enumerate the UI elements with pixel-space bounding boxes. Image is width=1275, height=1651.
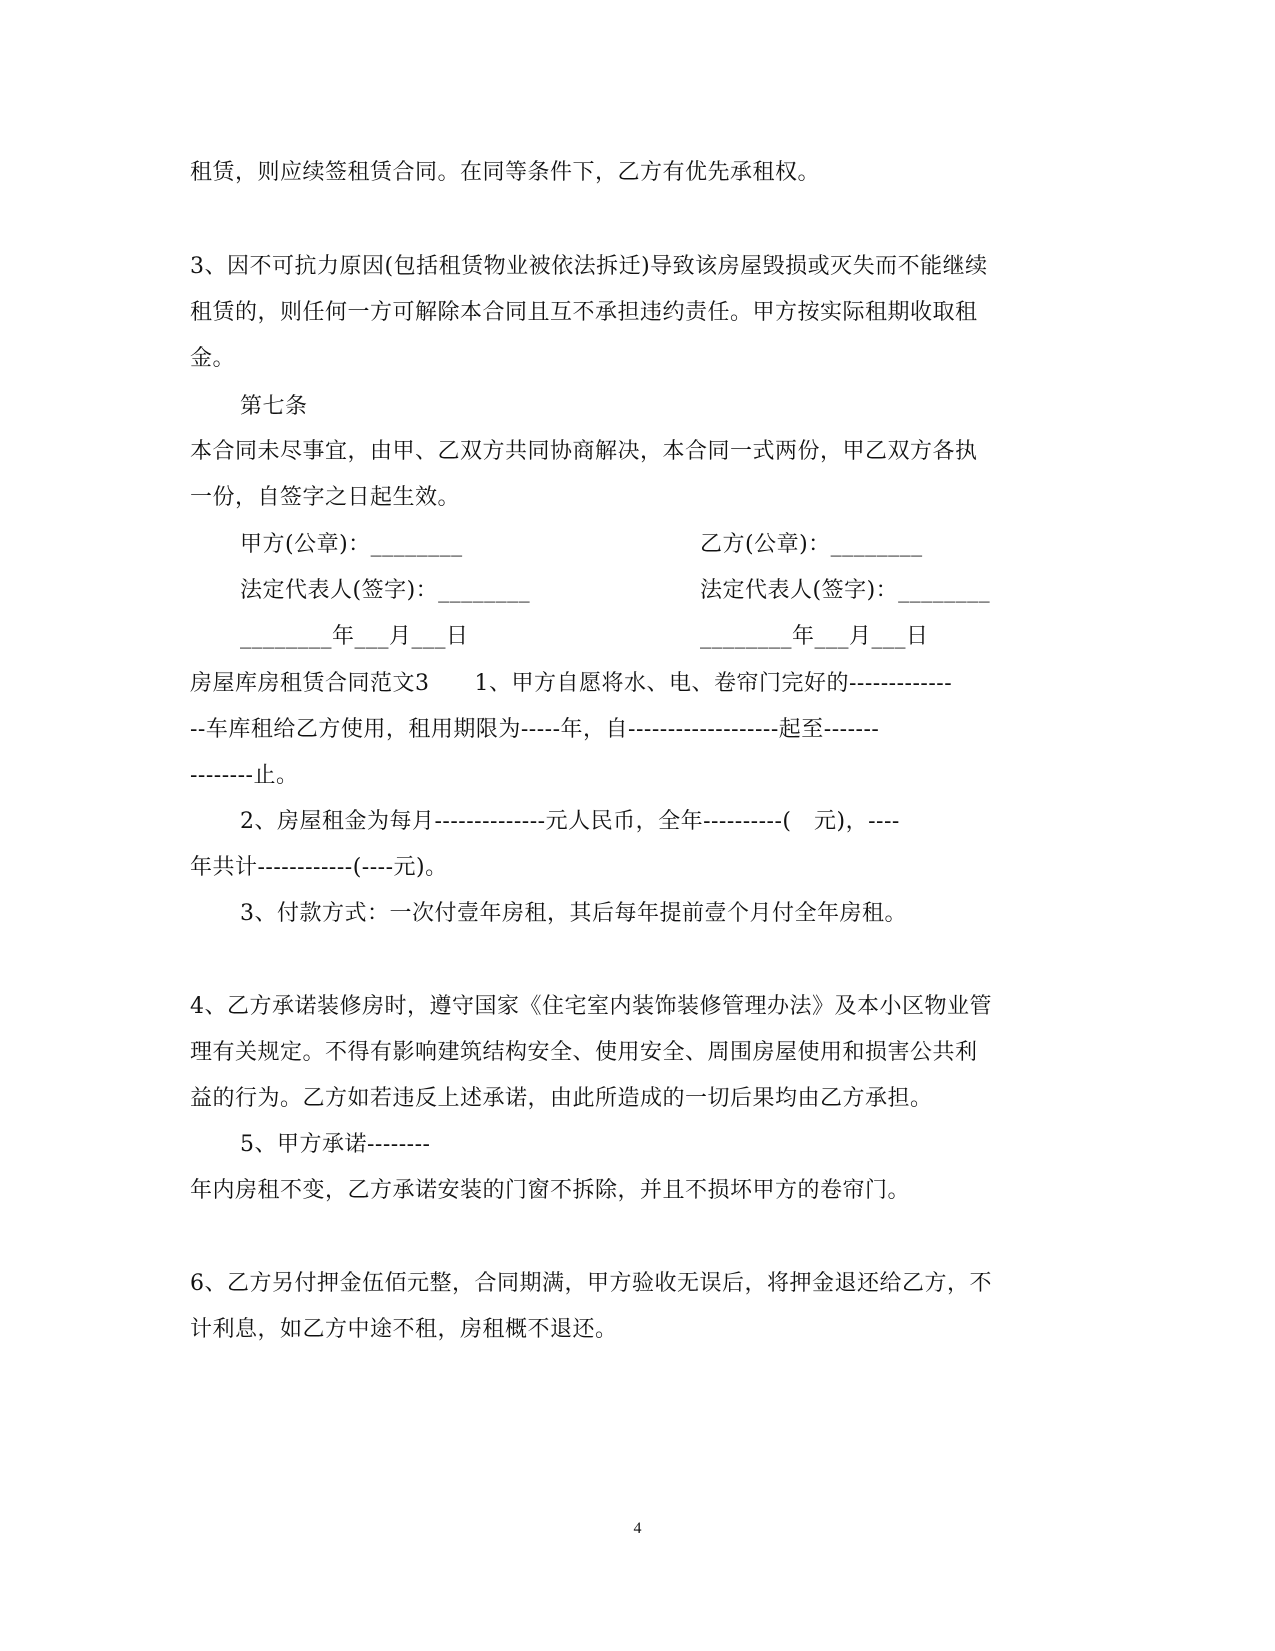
paragraph-line: 益的行为。乙方如若违反上述承诺，由此所造成的一切后果均由乙方承担。 <box>190 1086 933 1111</box>
paragraph-line: 一份，自签字之日起生效。 <box>190 485 461 510</box>
paragraph-line: 理有关规定。不得有影响建筑结构安全、使用安全、周围房屋使用和损害公共利 <box>190 1040 978 1065</box>
paragraph-line: 金。 <box>190 346 236 371</box>
paragraph-line: 本合同未尽事宜，由甲、乙双方共同协商解决，本合同一式两份，甲乙双方各执 <box>190 439 978 464</box>
party-b-seal-field: 乙方(公章)：________ <box>700 532 923 557</box>
paragraph-line: 2、房屋租金为每月--------------元人民币，全年----------( 元)，---- <box>240 809 900 834</box>
paragraph-line: 房屋库房租赁合同范文3 1、甲方自愿将水、电、卷帘门完好的------------- <box>190 671 953 696</box>
paragraph-line: --车库租给乙方使用，租用期限为-----年，自-------------------起至------- <box>190 717 880 742</box>
paragraph-line: 3、付款方式：一次付壹年房租，其后每年提前壹个月付全年房租。 <box>240 901 907 926</box>
article-heading: 第七条 <box>240 394 308 419</box>
paragraph-line: 年内房租不变，乙方承诺安装的门窗不拆除，并且不损坏甲方的卷帘门。 <box>190 1178 911 1203</box>
paragraph-line: 租赁，则应续签租赁合同。在同等条件下，乙方有优先承租权。 <box>190 160 821 185</box>
party-b-date-field: ________年___月___日 <box>700 624 929 649</box>
paragraph-line: 6、乙方另付押金伍佰元整，合同期满，甲方验收无误后，将押金退还给乙方，不 <box>190 1271 992 1296</box>
page-number: 4 <box>633 1520 642 1537</box>
party-a-representative-field: 法定代表人(签字)：________ <box>240 578 531 603</box>
paragraph-line: 计利息，如乙方中途不租，房租概不退还。 <box>190 1317 618 1342</box>
party-b-representative-field: 法定代表人(签字)：________ <box>700 578 991 603</box>
paragraph-line: --------止。 <box>190 763 299 788</box>
party-a-date-field: ________年___月___日 <box>240 624 469 649</box>
paragraph-line: 5、甲方承诺-------- <box>240 1132 431 1157</box>
party-a-seal-field: 甲方(公章)：________ <box>240 532 463 557</box>
paragraph-line: 年共计------------(----元)。 <box>190 855 448 880</box>
paragraph-line: 3、因不可抗力原因(包括租赁物业被依法拆迁)导致该房屋毁损或灭失而不能继续 <box>190 254 988 279</box>
paragraph-line: 4、乙方承诺装修房时，遵守国家《住宅室内装饰装修管理办法》及本小区物业管 <box>190 994 992 1019</box>
paragraph-line: 租赁的，则任何一方可解除本合同且互不承担违约责任。甲方按实际租期收取租 <box>190 300 978 325</box>
